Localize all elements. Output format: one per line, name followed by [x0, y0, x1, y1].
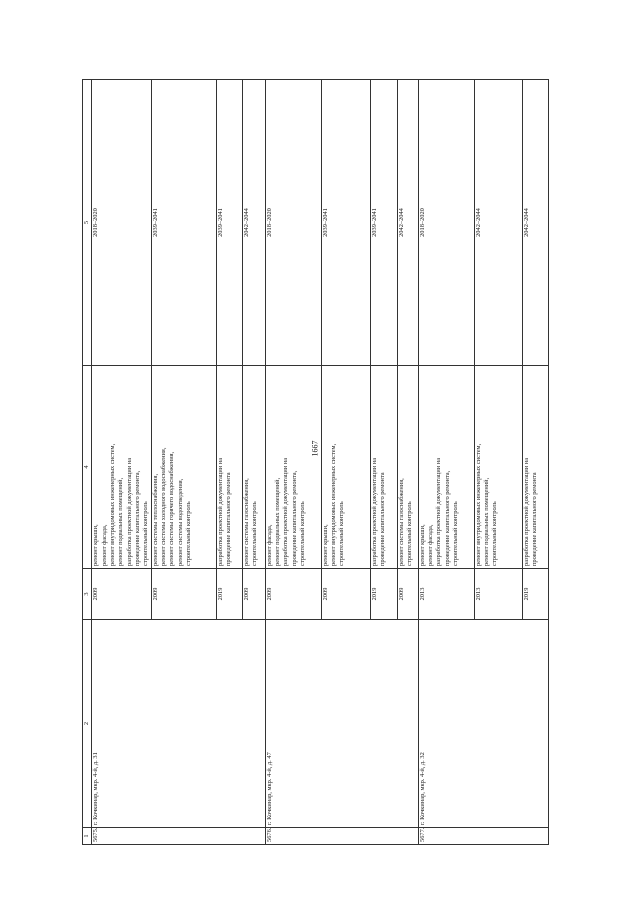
- repair-period: 2039–2041: [321, 80, 370, 366]
- header-col-2: 2: [83, 620, 92, 828]
- work-item: строительный контроль: [338, 501, 346, 566]
- commission-year: 2019: [216, 569, 242, 620]
- header-col-5: 5: [83, 80, 92, 366]
- work-item: ремонт фасада,: [426, 524, 434, 566]
- work-item: разработка проектной документации на: [522, 457, 530, 566]
- repair-period: 2039–2041: [151, 80, 216, 366]
- work-item: строительный контроль: [142, 501, 150, 566]
- commission-year: 2009: [92, 569, 151, 620]
- works-list: [474, 366, 522, 569]
- repair-period: 2042–2044: [474, 80, 522, 366]
- page-number: 1667: [310, 440, 320, 457]
- work-item: проведение капитального ремонта,: [133, 470, 141, 566]
- work-item: ремонт крыши,: [321, 524, 329, 566]
- work-item: строительный контроль: [250, 501, 258, 566]
- work-item: ремонт подвальных помещений,: [117, 477, 125, 566]
- work-item: разработка проектной документации на: [216, 457, 224, 566]
- commission-year: 2013: [474, 569, 522, 620]
- work-item: разработка проектной документации на: [282, 457, 290, 566]
- commission-year: 2019: [370, 569, 397, 620]
- repair-period: 2018–2020: [92, 80, 151, 366]
- work-item: ремонт системы газоснабжения,: [242, 478, 250, 566]
- header-row: [83, 80, 92, 845]
- work-item: разработка проектной документации на: [125, 457, 133, 566]
- work-item: ремонт системы теплоснабжения,: [151, 473, 159, 566]
- repair-period: 2042–2044: [522, 80, 548, 366]
- work-item: проведение капитального ремонта: [378, 472, 386, 566]
- repair-period: 2039–2041: [370, 80, 397, 366]
- works-list: [418, 366, 474, 569]
- work-item: проведение капитального ремонта: [530, 472, 538, 566]
- work-item: строительный контроль: [491, 501, 499, 566]
- commission-year: 2009: [397, 569, 418, 620]
- repair-period: 2018–2020: [418, 80, 474, 366]
- work-item: ремонт фасада,: [100, 524, 108, 566]
- table-body: [92, 80, 548, 845]
- work-item: строительный контроль: [405, 501, 413, 566]
- work-item: ремонт фасада,: [265, 524, 273, 566]
- works-list: [522, 366, 548, 569]
- work-item: проведение капитального ремонта: [224, 472, 232, 566]
- work-item: строительный контроль: [184, 501, 192, 566]
- work-item: строительный контроль: [298, 501, 306, 566]
- works-list: [92, 366, 151, 569]
- table-row: [92, 80, 151, 845]
- works-list: [151, 366, 216, 569]
- table-area: [82, 80, 566, 845]
- commission-year: 2009: [321, 569, 370, 620]
- works-list: [321, 366, 370, 569]
- header-col-1: 1: [83, 828, 92, 845]
- work-item: ремонт крыши,: [92, 524, 100, 566]
- work-item: ремонт подвальных помещений,: [273, 477, 281, 566]
- table-row: [418, 80, 474, 845]
- table-row: [265, 80, 321, 845]
- work-item: проведение капитального ремонта,: [443, 470, 451, 566]
- repair-period: 2042–2044: [242, 80, 265, 366]
- work-item: разработка проектной документации на: [435, 457, 443, 566]
- address: г. Кочкинар, мкр. 4-й, д. 47: [265, 620, 418, 828]
- works-list: [242, 366, 265, 569]
- commission-year: 2009: [242, 569, 265, 620]
- works-list: [265, 366, 321, 569]
- work-item: ремонт системы водоотведения,: [176, 478, 184, 566]
- work-item: ремонт системы горячего водоснабжения,: [168, 451, 176, 566]
- work-item: ремонт крыши,: [418, 524, 426, 566]
- work-item: ремонт внутридомовых инженерных систем,: [329, 443, 337, 566]
- works-list: [370, 366, 397, 569]
- repair-schedule-table: [82, 79, 549, 845]
- commission-year: 2019: [522, 569, 548, 620]
- commission-year: 2009: [265, 569, 321, 620]
- work-item: разработка проектной документации на: [370, 457, 378, 566]
- header-col-3: 3: [83, 569, 92, 620]
- work-item: проведение капитального ремонта,: [290, 470, 298, 566]
- repair-period: 2042–2044: [397, 80, 418, 366]
- entry-number: 5677.: [418, 828, 548, 845]
- address: г. Кочкинар, мкр. 4-й, д. 32: [418, 620, 548, 828]
- works-list: [216, 366, 242, 569]
- repair-period: 2018–2020: [265, 80, 321, 366]
- works-list: [397, 366, 418, 569]
- work-item: ремонт подвальных помещений,: [482, 477, 490, 566]
- work-item: строительный контроль: [451, 501, 459, 566]
- entry-number: 5676.: [265, 828, 418, 845]
- work-item: ремонт системы газоснабжения,: [397, 478, 405, 566]
- repair-period: 2039–2041: [216, 80, 242, 366]
- address: г. Кочкинар, мкр. 4-й, д. 31: [92, 620, 265, 828]
- rotated-page: [82, 80, 566, 845]
- work-item: ремонт внутридомовых инженерных систем,: [108, 443, 116, 566]
- commission-year: 2013: [418, 569, 474, 620]
- work-item: ремонт системы холодного водоснабжения,: [159, 447, 167, 566]
- entry-number: 5675.: [92, 828, 265, 845]
- commission-year: 2009: [151, 569, 216, 620]
- work-item: ремонт внутридомовых инженерных систем,: [474, 443, 482, 566]
- header-col-4: 4: [83, 366, 92, 569]
